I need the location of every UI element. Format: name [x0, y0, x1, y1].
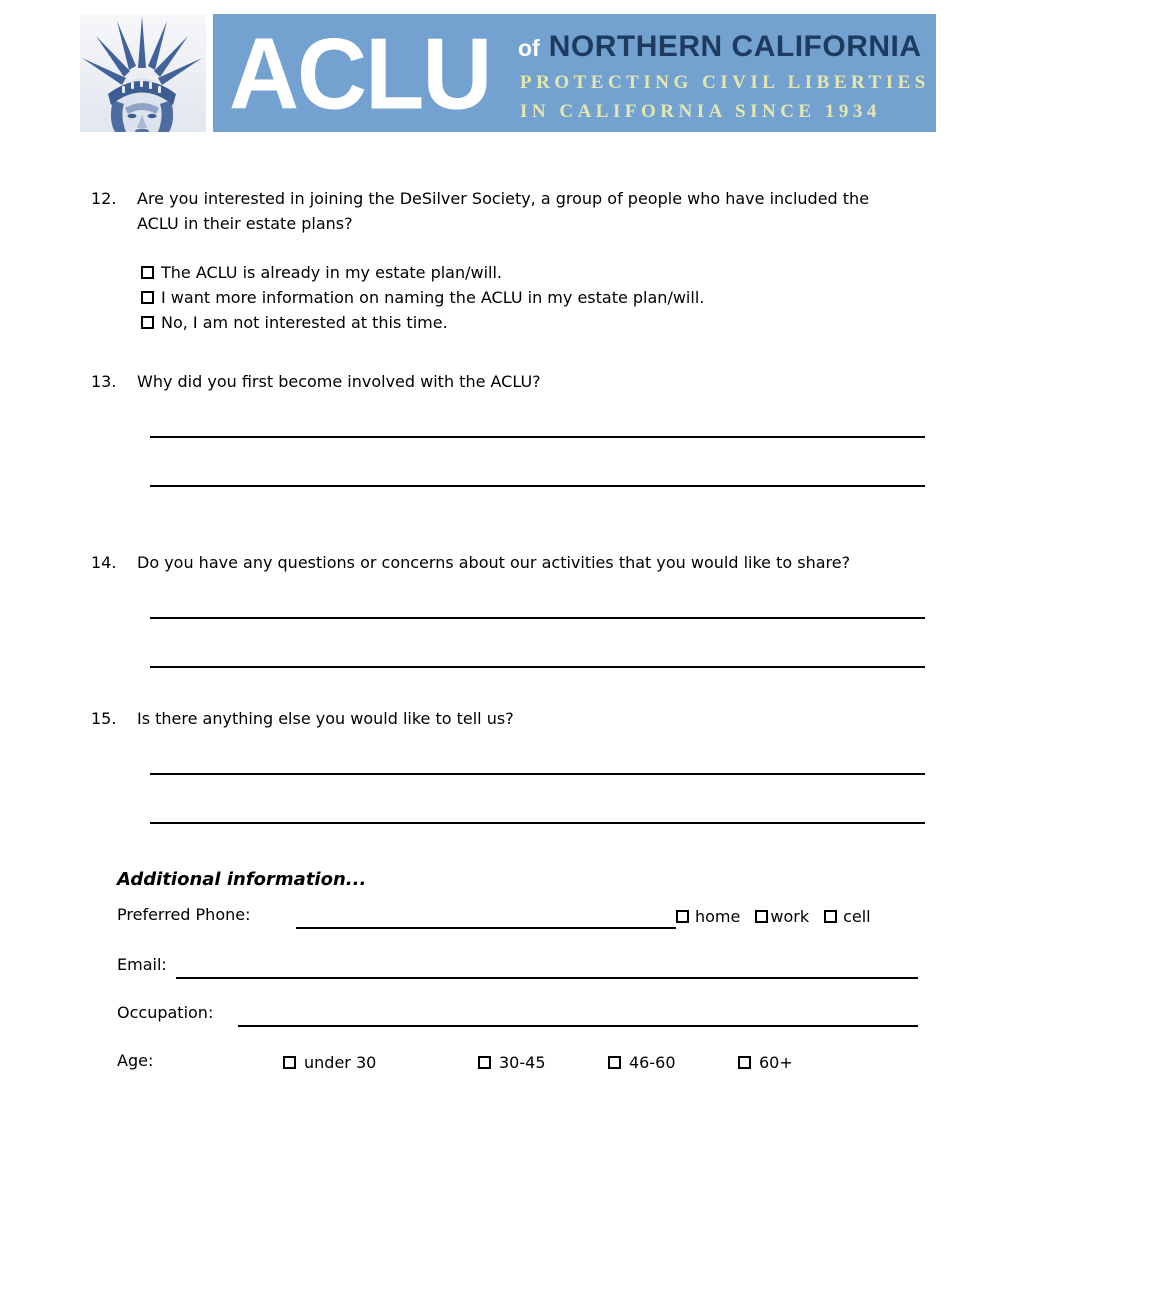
age-option-label: under 30 [304, 1052, 377, 1072]
logo-tagline-line1: PROTECTING CIVIL LIBERTIES [520, 72, 930, 93]
question-14 [91, 550, 1066, 575]
checkbox-icon[interactable] [478, 1056, 491, 1069]
logo-region-line [518, 30, 922, 64]
logo-region-text: NORTHERN CALIFORNIA [548, 30, 922, 63]
question-15-number: 15. [91, 709, 117, 728]
preferred-phone-input-line[interactable] [296, 927, 676, 929]
question-13-text: Why did you first become involved with the ACLU? [137, 372, 541, 391]
checkbox-icon[interactable] [738, 1056, 751, 1069]
q13-answer-line-2[interactable] [150, 485, 925, 487]
checkbox-icon[interactable] [755, 910, 768, 923]
age-option-60-plus[interactable] [738, 1051, 793, 1073]
phone-type-label: work [770, 906, 810, 926]
q13-answer-line-1[interactable] [150, 436, 925, 438]
logo-banner [213, 14, 936, 132]
q12-option-want-more-info[interactable] [141, 285, 704, 310]
phone-type-work[interactable] [755, 907, 809, 926]
question-12-text-line1: Are you interested in joining the DeSilver Society, a group of people who have included the [137, 189, 870, 208]
question-12-text-line2: ACLU in their estate plans? [137, 214, 353, 233]
phone-type-cell[interactable] [824, 907, 871, 926]
q12-option-label: No, I am not interested at this time. [161, 313, 448, 332]
question-12-number: 12. [91, 189, 117, 208]
age-option-label: 30-45 [499, 1052, 546, 1072]
question-12 [91, 186, 1066, 332]
phone-type-label: home [695, 906, 741, 926]
age-option-under-30[interactable] [283, 1051, 376, 1073]
q15-answer-line-2[interactable] [150, 822, 925, 824]
logo-tagline-line2: IN CALIFORNIA SINCE 1934 [520, 101, 881, 122]
age-option-46-60[interactable] [608, 1051, 676, 1073]
checkbox-icon[interactable] [676, 910, 689, 923]
question-13-number: 13. [91, 372, 117, 391]
checkbox-icon[interactable] [283, 1056, 296, 1069]
age-label: Age: [117, 1051, 154, 1070]
q12-option-estate-plan-already[interactable] [141, 260, 502, 285]
question-14-text: Do you have any questions or concerns about our activities that you would like to share? [137, 553, 851, 572]
question-15-text: Is there anything else you would like to tell us? [137, 709, 514, 728]
phone-type-home[interactable] [676, 907, 740, 926]
checkbox-icon[interactable] [141, 291, 154, 304]
phone-type-label: cell [843, 906, 871, 926]
checkbox-icon[interactable] [608, 1056, 621, 1069]
email-input-line[interactable] [176, 977, 918, 979]
age-option-label: 46-60 [629, 1052, 676, 1072]
age-option-30-45[interactable] [478, 1051, 546, 1073]
aclu-wordmark: ACLU [229, 16, 491, 131]
phone-type-options [676, 905, 871, 927]
question-14-number: 14. [91, 553, 117, 572]
q12-option-label: The ACLU is already in my estate plan/will. [161, 263, 503, 282]
email-label: Email: [117, 955, 167, 974]
logo-of-text: of [518, 35, 540, 61]
checkbox-icon[interactable] [824, 910, 837, 923]
statue-of-liberty-image [80, 14, 206, 132]
question-15 [91, 706, 1066, 731]
additional-information-title: Additional information... [117, 869, 367, 890]
q12-option-label: I want more information on naming the ACLU in my estate plan/will. [161, 288, 705, 307]
q15-answer-line-1[interactable] [150, 773, 925, 775]
occupation-label: Occupation: [117, 1003, 214, 1022]
logo-header [80, 14, 936, 132]
checkbox-icon[interactable] [141, 316, 154, 329]
q14-answer-line-2[interactable] [150, 666, 925, 668]
preferred-phone-label: Preferred Phone: [117, 905, 251, 924]
occupation-input-line[interactable] [238, 1025, 918, 1027]
q14-answer-line-1[interactable] [150, 617, 925, 619]
question-12-text [137, 186, 1066, 236]
age-option-label: 60+ [759, 1052, 793, 1072]
checkbox-icon[interactable] [141, 266, 154, 279]
q12-option-not-interested[interactable] [141, 310, 448, 335]
question-13 [91, 369, 1066, 394]
